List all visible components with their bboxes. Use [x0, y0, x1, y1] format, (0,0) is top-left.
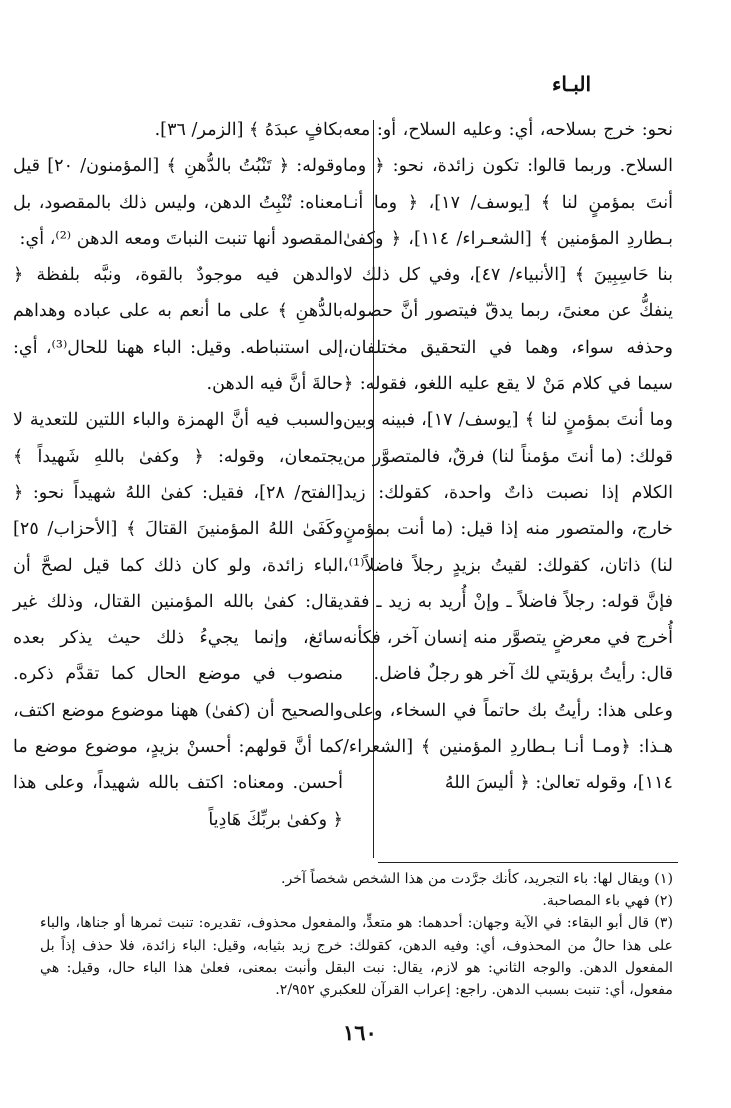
paragraph: بكافٍ عبدَهُ ﴾ [الزمر/ ٣٦].	[154, 120, 343, 140]
paragraph: والسبب فيه أنَّ الهمزة والباء اللتين للتعدية لا يجتمعان، وقوله: ﴿ وكفىٰ باللهِ شَهيداً ﴾ [الفتح/ ٢٨]، فقيل: كفىٰ اللهُ شهيداً نحو: ﴿ وكَفَىٰ اللهُ المؤمنينَ القتالَ ﴾ [الأحزاب/ ٢٥] الباء زائدة، ولو كان ذلك كما قيل لصحَّ أن يقال: كفىٰ بالله المؤمنين القتال، وذلك غير سائغ، وإنما يجيءُ ذلك حيث يذكر بعده منصوب في موضع الحال كما تقدَّم ذكره. والصحيح أن (كفىٰ) ههنا موضوع موضع اكتف، كما أنَّ قولهم: أحسنْ بزيدٍ، موضوع موضع ما أحسن. ومعناه: اكتف بالله شهيداً، وعلى هذا ﴿ وكفىٰ بربِّكَ هَادِياً	[13, 410, 344, 830]
right-column	[343, 112, 673, 802]
footnotes	[40, 868, 673, 1001]
footnote: (٣) قال أبو البقاء: في الآية وجهان: أحدهما: هو متعدٍّ، والمفعول محذوف، تقديره: تنبت ثمرها أو جناها، والباء على هذا حالٌ من المحذوف، أي: وفيه الدهن، كقولك: خرج زيد بثيابه، وقيل: الباء زائدة، فلا حذف إذاً بل المفعول الدهن. والوجه الثاني: هو لازم، يقال: نبت البقل وأنبت بمعنى، فعلىٰ هذا الباء حال، وقيل: هي مفعول، أي: تنبت بسبب الدهن. راجع: إعراب القرآن للعكبري ٢/٩٥٢.	[40, 915, 673, 999]
footnote-separator	[378, 862, 678, 863]
column-divider	[373, 120, 374, 858]
paragraph: والدهن فيه موجودٌ بالقوة، ونبَّه بلفظة ﴿ بالدُّهنِ ﴾ على ما أنعم به على عباده وهداهم إلى استنباطه. وقيل: الباء ههنا للحال⁽³⁾، أي: حالةَ أنَّ فيه الدهن.	[13, 265, 343, 395]
left-column	[13, 112, 343, 838]
paragraph: وقوله: ﴿ تَنْبُتُ بالدُّهنِ ﴾ [المؤمنون/ ٢٠] قيل معناه: تُنْبِتُ الدهن، وليس ذلك بالمقصود، بل المقصود أنها تنبت النباتَ ومعه الدهن ⁽²⁾، أي:	[13, 156, 343, 249]
footnote: (١) ويقال لها: باء التجريد، كأنك جرَّدت من هذا الشخص شخصاً آخر.	[280, 871, 673, 887]
paragraph: وعلى هذا: رأيتُ بك حاتماً في السخاء، وعلى هـذا: ﴿ومـا أنـا بـطاردِ المؤمنين ﴾ [الشعراء/ ١١٤]، وقوله تعالىٰ: ﴿ أليسَ اللهُ	[343, 700, 673, 794]
running-header: البـاء	[551, 72, 591, 96]
page-number: ١٦٠	[343, 1020, 377, 1045]
paragraph: نحو: خرج بسلاحه، أي: وعليه السلاح، أو: معه السلاح. وربما قالوا: تكون زائدة، نحو: ﴿ وما أنتَ بمؤمنٍ لنا ﴾ [يوسف/ ١٧]، ﴿ وما أنـا بـطاردِ المؤمنين ﴾ [الشعـراء/ ١١٤]، ﴿ وكفىٰ بنا حَاسِبِينَ ﴾ [الأنبياء/ ٤٧]، وفي كل ذلك لا ينفكُّ عن معنىً، ربما يدقّ فيتصور أنَّ حصوله وحذفه سواء، وهما في التحقيق مختلفان، سيما في كلام مَنْ لا يقع عليه اللغو، فقوله: ﴿ وما أنتَ بمؤمنٍ لنا ﴾ [يوسف/ ١٧]، فبينه وبين قولك: (ما أنتَ مؤمناً لنا) فرقٌ، فالمتصوَّر من الكلام إذا نصبت ذاتٌ واحدة، كقولك: زيد خارج، والمتصور منه إذا قيل: (ما أنت بمؤمنٍ لنا) ذاتان، كقولك: لقيتُ بزيدٍ رجلاً فاضلاً⁽¹⁾، فإنَّ قوله: رجلاً فاضلاً ـ وإنْ أُريد به زيد ـ فقد أُخرج في معرضٍ يتصوَّر منه إنسان آخر، فكأنه قال: رأيتُ برؤيتي لك آخر هو رجلٌ فاضل.	[343, 120, 673, 685]
footnote: (٢) فهي باء المصاحبة.	[542, 893, 673, 910]
